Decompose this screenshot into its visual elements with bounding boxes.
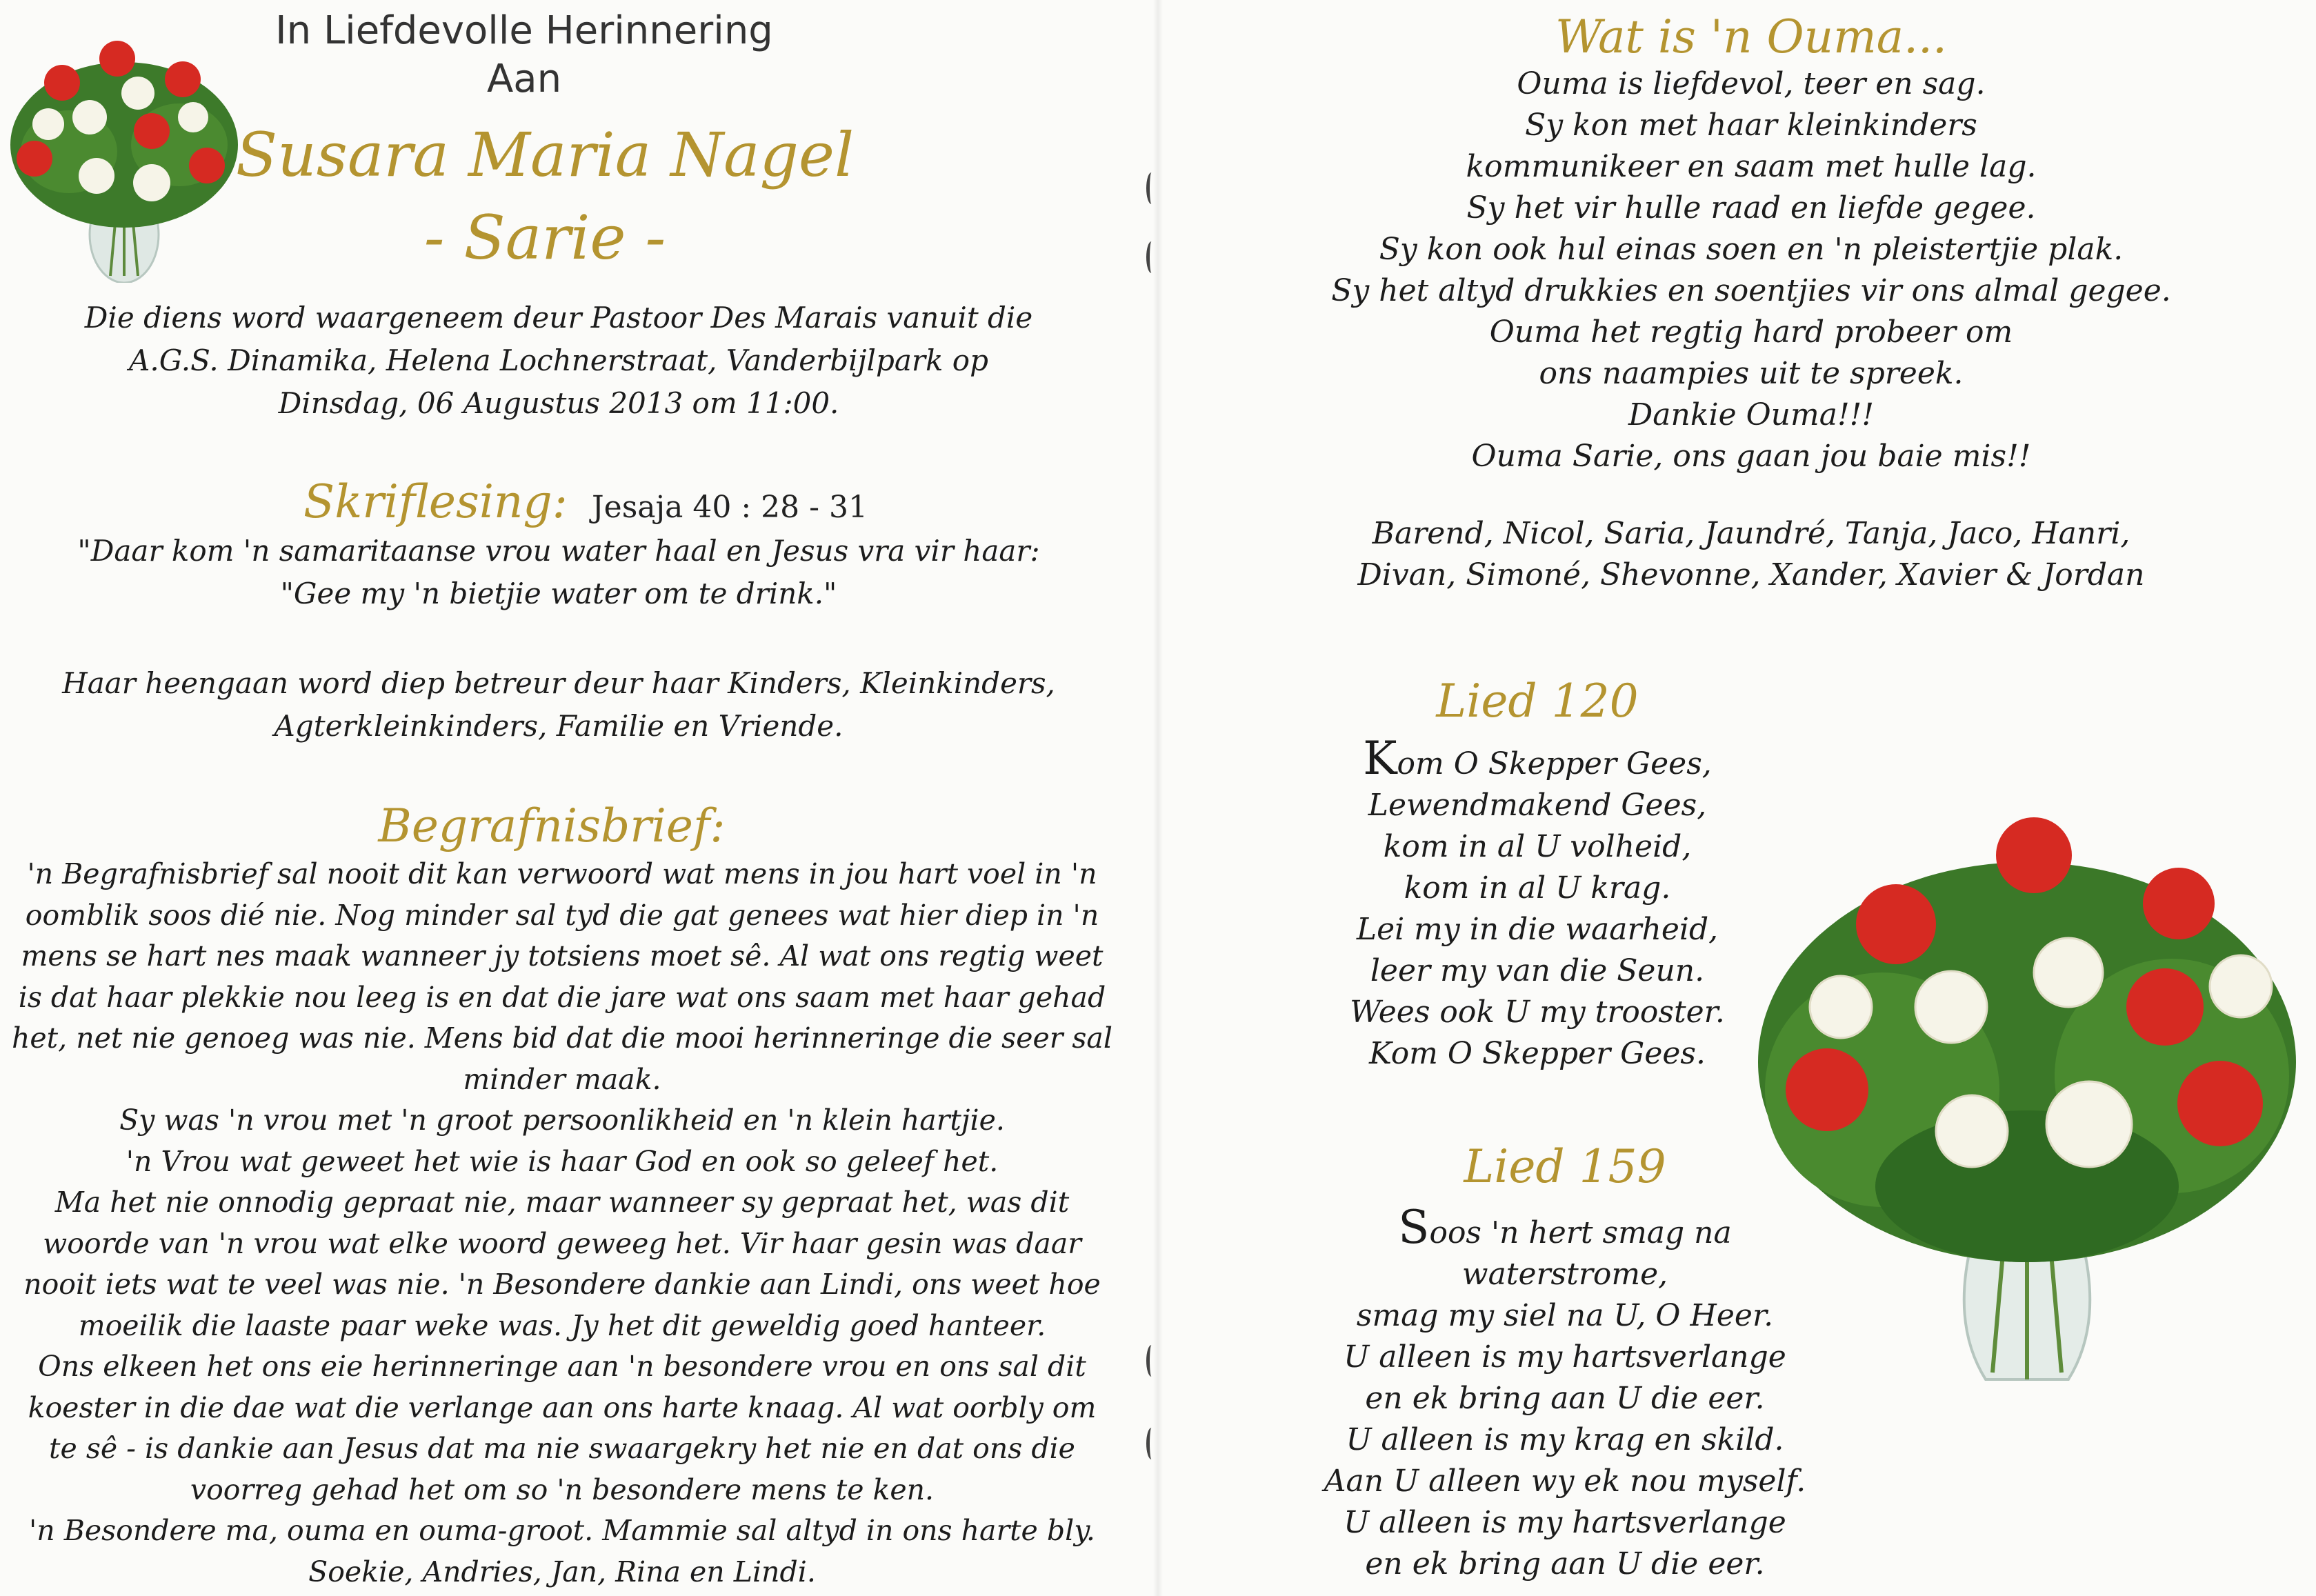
drop-cap: K bbox=[1363, 732, 1397, 785]
hymn-first-line: oos 'n hert smag na waterstrome, bbox=[1429, 1215, 1732, 1292]
poem-line: Dankie Ouma!!! bbox=[1628, 397, 1875, 432]
header-line-1: In Liefdevolle Herinnering bbox=[275, 8, 773, 53]
service-line: Die diens word waargeneem deur Pastoor Des Marais vanuit die bbox=[84, 301, 1033, 335]
letter-title: Begrafnisbrief: bbox=[378, 799, 726, 852]
poem-line: Sy het vir hulle raad en liefde gegee. bbox=[1466, 190, 2036, 226]
letter-line: Soekie, Andries, Jan, Rina en Lindi. bbox=[308, 1555, 816, 1588]
scripture-title: Skriflesing: bbox=[303, 475, 568, 528]
punch-mark bbox=[1146, 172, 1157, 204]
hymn-line: kom in al U krag. bbox=[1404, 870, 1671, 906]
poem-line: Sy kon ook hul einas soen en 'n pleistertjie plak. bbox=[1379, 232, 2124, 267]
letter-line: moeilik die laaste paar weke was. Jy het dit geweldig goed hanteer. bbox=[78, 1308, 1046, 1342]
grandchildren-line: Divan, Simoné, Shevonne, Xander, Xavier & Jordan bbox=[1357, 557, 2145, 592]
punch-mark bbox=[1146, 1345, 1157, 1377]
letter-line: het, net nie genoeg was nie. Mens bid dat die mooi herinneringe die seer sal bbox=[12, 1021, 1112, 1055]
punch-mark bbox=[1146, 241, 1157, 273]
grandchildren-names bbox=[1268, 513, 2234, 596]
scripture-heading bbox=[303, 475, 924, 530]
service-line: A.G.S. Dinamika, Helena Lochnerstraat, Vanderbijlpark op bbox=[129, 343, 988, 377]
hymn-line: U alleen is my hartsverlange bbox=[1344, 1505, 1786, 1540]
hymn-120-text bbox=[1317, 732, 1758, 1075]
hymn-line: Kom O Skepper Gees. bbox=[1369, 1036, 1706, 1071]
scripture-quote bbox=[28, 530, 1090, 615]
letter-line: woorde van 'n vrou wat elke woord geweeg het. Vir haar gesin was daar bbox=[43, 1226, 1081, 1260]
grandchildren-line: Barend, Nicol, Saria, Jaundré, Tanja, Jaco, Hanri, bbox=[1372, 516, 2130, 551]
poem-line: ons naampies uit te spreek. bbox=[1539, 356, 1964, 391]
letter-line: oomblik soos dié nie. Nog minder sal tyd die gat genees wat hier diep in 'n bbox=[25, 898, 1099, 932]
hymn-line: Lei my in die waarheid, bbox=[1356, 912, 1719, 947]
mourning-line: Agterkleinkinders, Familie en Vriende. bbox=[274, 709, 843, 743]
drop-cap: S bbox=[1398, 1201, 1430, 1254]
poem-title: Wat is 'n Ouma... bbox=[1555, 10, 1948, 63]
poem-line: Ouma het regtig hard probeer om bbox=[1489, 315, 2013, 350]
header-line-2: Aan bbox=[486, 57, 562, 101]
hymn-line: U alleen is my krag en skild. bbox=[1346, 1422, 1784, 1457]
hymn-line: Lewendmakend Gees, bbox=[1368, 788, 1707, 823]
funeral-letter bbox=[10, 854, 1114, 1593]
hymn-159-title: Lied 159 bbox=[1464, 1140, 1666, 1193]
header bbox=[228, 7, 821, 103]
letter-line: Ma het nie onnodig gepraat nie, maar wanneer sy gepraat het, was dit bbox=[54, 1186, 1070, 1219]
poem-line: Ouma is liefdevol, teer en sag. bbox=[1517, 66, 1986, 101]
poem bbox=[1268, 63, 2234, 477]
hymn-line: Aan U alleen wy ek nou myself. bbox=[1324, 1464, 1806, 1499]
letter-line: 'n Besondere ma, ouma en ouma-groot. Mammie sal altyd in ons harte bly. bbox=[29, 1514, 1095, 1547]
hymn-line: U alleen is my hartsverlange bbox=[1344, 1339, 1786, 1375]
hymn-line: en ek bring aan U die eer. bbox=[1365, 1546, 1765, 1582]
scripture-line: "Daar kom 'n samaritaanse vrou water haal en Jesus vra vir haar: bbox=[77, 534, 1040, 568]
poem-line: Ouma Sarie, ons gaan jou baie mis!! bbox=[1471, 439, 2031, 474]
mourning-notice bbox=[28, 662, 1090, 748]
rose-bouquet-large-image bbox=[1744, 800, 2310, 1400]
hymn-line: leer my van die Seun. bbox=[1370, 953, 1705, 988]
deceased-nickname: - Sarie - bbox=[423, 202, 666, 273]
deceased-name: Susara Maria Nagel bbox=[235, 119, 855, 190]
letter-line: minder maak. bbox=[463, 1062, 661, 1096]
punch-mark bbox=[1146, 1428, 1157, 1459]
poem-line: Sy kon met haar kleinkinders bbox=[1525, 108, 1977, 143]
service-info bbox=[28, 297, 1090, 425]
mourning-line: Haar heengaan word diep betreur deur haar Kinders, Kleinkinders, bbox=[62, 666, 1055, 700]
hymn-first-line: om O Skepper Gees, bbox=[1397, 746, 1712, 781]
letter-line: 'n Begrafnisbrief sal nooit dit kan verwoord wat mens in jou hart voel in 'n bbox=[27, 857, 1097, 890]
hymn-120-title: Lied 120 bbox=[1436, 675, 1639, 728]
hymn-line: en ek bring aan U die eer. bbox=[1365, 1381, 1765, 1416]
letter-line: koester in die dae wat die verlange aan ons harte knaag. Al wat oorbly om bbox=[28, 1390, 1097, 1424]
poem-line: kommunikeer en saam met hulle lag. bbox=[1466, 149, 2037, 184]
hymn-line: Wees ook U my trooster. bbox=[1350, 995, 1725, 1030]
scripture-line: "Gee my 'n bietjie water om te drink." bbox=[280, 577, 837, 610]
right-page bbox=[1158, 0, 2316, 1596]
scripture-reference: Jesaja 40 : 28 - 31 bbox=[592, 490, 868, 525]
letter-line: Ons elkeen het ons eie herinneringe aan 'n besondere vrou en ons sal dit bbox=[38, 1350, 1086, 1383]
letter-line: nooit iets wat te veel was nie. 'n Besondere dankie aan Lindi, ons weet hoe bbox=[23, 1268, 1101, 1301]
letter-line: voorreg gehad het om so 'n besondere mens te ken. bbox=[190, 1473, 935, 1506]
letter-line: Sy was 'n vrou met 'n groot persoonlikheid en 'n klein hartjie. bbox=[119, 1104, 1005, 1137]
letter-line: is dat haar plekkie nou leeg is en dat die jare wat ons saam met haar gehad bbox=[18, 980, 1106, 1014]
hymn-line: kom in al U volheid, bbox=[1383, 829, 1692, 864]
letter-line: mens se hart nes maak wanneer jy totsiens moet sê. Al wat ons regtig weet bbox=[21, 939, 1104, 972]
poem-line: Sy het altyd drukkies en soentjies vir ons almal gegee. bbox=[1331, 273, 2171, 308]
letter-line: te sê - is dankie aan Jesus dat ma nie swaargekry het nie en dat ons die bbox=[49, 1432, 1075, 1465]
service-line: Dinsdag, 06 Augustus 2013 om 11:00. bbox=[278, 386, 839, 420]
hymn-line: smag my siel na U, O Heer. bbox=[1356, 1298, 1774, 1333]
letter-line: 'n Vrou wat geweet het wie is haar God en ook so geleef het. bbox=[126, 1144, 999, 1178]
hymn-line bbox=[1317, 732, 1758, 785]
